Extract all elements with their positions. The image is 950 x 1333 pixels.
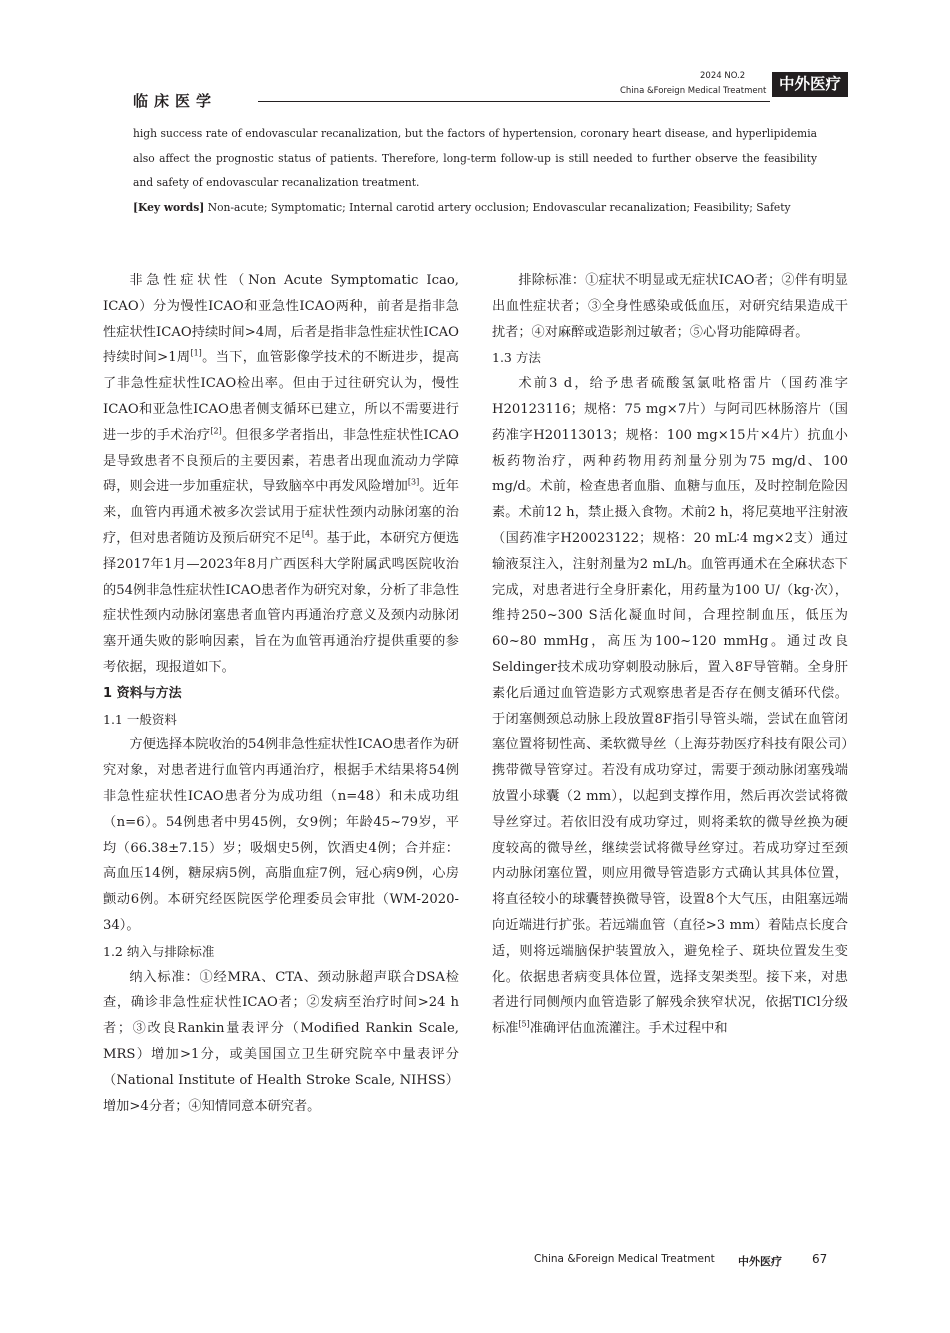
keywords-label: [Key words] [133, 200, 205, 214]
methods-paragraph: 术前3 d，给予患者硫酸氢氯吡格雷片（国药准字H20123116；规格：75 mg×7片）与阿司匹林肠溶片（国药准字H20113013；规格：100 mg×15片×4片）抗血小板药物治疗，两种药物用药剂量分别为75 mg/d、100 mg/d。术前，检查患者血脂、血糖与血压，及时控制危险因素。术前12 h，禁止摄入食物。术前2 h，将尼莫地平注射液（国药准字H20023122；规格：20 mL∶4 mg×2支）通过输液泵注入，注射剂量为2 mL/h。血管再通术在全麻状态下完成，对患者进行全身肝素化，用药量为100 U/（kg·次），维持250~300 S活化凝血时间，合理控制血压，低压为60~80 mmHg，高压为100~120 mmHg。通过改良Seldinger技术成功穿刺股动脉后，置入8F导管鞘。全身肝素化后通过血管造影方式观察患者是否存在侧支循环代偿。于闭塞侧颈总动脉上段放置8F指引导管头端，尝试在血管闭塞位置将韧性高、柔软微导丝（上海芬勃医疗科技有限公司）携带微导管穿过。若没有成功穿过，需要于颈动脉闭塞残端放置小球囊（2 mm），以起到支撑作用，然后再次尝试将微导丝穿过。若依旧没有成功穿过，则将柔软的微导丝换为硬度较高的微导丝，继续尝试将微导丝穿过。若成功穿过至颈内动脉闭塞位置，则应用微导管造影方式确认其具体位置，将直径较小的球囊替换微导管，设置8个大气压，由阻塞远端向近端进行扩张。若远端血管（直径>3 mm）着陆点长度合适，则将远端脑保护装置放入，避免栓子、斑块位置发生变化。依据患者病变具体位置，选择支架类型。接下来，对患者进行同侧颅内血管造影了解残余狭窄状况，依据TICl分级标准[5]准确评估血流灌注。手术过程中和 [492, 376, 848, 1037]
section-heading-1: 1 资料与方法 [103, 685, 182, 701]
citation-2: [2] [210, 426, 222, 436]
keywords-text: Non-acute; Symptomatic; Internal carotid artery occlusion; Endovascular recanalization; Feasibility; Safety [204, 200, 791, 214]
journal-logo: 中外医疗 [772, 72, 848, 97]
subsection-heading-1-1: 1.1 一般资料 [103, 711, 177, 727]
right-column [492, 268, 848, 1042]
subsection-heading-1-3: 1.3 方法 [492, 350, 541, 366]
footer-journal-name: China &Foreign Medical Treatment [534, 1253, 715, 1265]
issue-number: 2024 NO.2 [700, 71, 746, 81]
citation-1: [1] [190, 349, 202, 358]
citation-3: [3] [407, 477, 420, 487]
abstract-continuation [133, 122, 817, 220]
section-label: 临床医学 [133, 92, 218, 110]
citation-4: [4] [301, 529, 314, 539]
subsection-heading-1-2: 1.2 纳入与排除标准 [103, 943, 215, 959]
keywords-line [133, 196, 817, 221]
abstract-text: high success rate of endovascular recanalization, but the factors of hypertension, coronary heart disease, and hyperlipidemia also affect the prognostic status of patients. Therefore, long-term follow-up is still needed to further observe the feasibility and safety of endovascular recanalization treatment. [133, 127, 817, 189]
general-data-paragraph: 方便选择本院收治的54例非急性症状性ICAO患者作为研究对象，对患者进行血管内再通治疗，根据手术结果将54例非急性症状性ICAO患者分为成功组（n=48）和未成功组（n=6）。54例患者中男45例，女9例；年龄45~79岁，平均（66.38±7.15）岁；吸烟史5例，饮酒史4例；合并症：高血压14例，糖尿病5例，高脂血症7例，冠心病9例，心房颤动6例。本研究经医院医学伦理委员会审批（WM-2020-34）。 [103, 737, 459, 933]
header-journal-name: China &Foreign Medical Treatment [620, 86, 767, 96]
footer-journal-cn: 中外医疗 [738, 1255, 782, 1268]
inclusion-criteria: 纳入标准：①经MRA、CTA、颈动脉超声联合DSA检查，确诊非急性症状性ICAO者；②发病至治疗时间>24 h者；③改良Rankin量表评分（Modified Rankin Scale, MRS）增加>1分，或美国国立卫生研究院卒中量表评分（National Institute of Health Stroke Scale, NIHSS）增加>4分者；④知情同意本研究者。 [103, 969, 459, 1114]
exclusion-criteria: 排除标准：①症状不明显或无症状ICAO者；②伴有明显出血性症状者；③全身性感染或低血压，对研究结果造成干扰者；④对麻醉或造影剂过敏者；⑤心肾功能障碍者。 [492, 273, 848, 340]
intro-paragraph: 非急性症状性（Non Acute Symptomatic Icao, ICAO）分为慢性ICAO和亚急性ICAO两种，前者是指非急性症状性ICAO持续时间>4周，后者是指非急性症状性ICAO持续时间>1周[1]。当下，血管影像学技术的不断进步，提高了非急性症状性ICAO检出率。但由于过往研究认为，慢性ICAO和亚急性ICAO患者侧支循环已建立，所以不需要进行进一步的手术治疗[2]。但很多学者指出，非急性症状性ICAO是导致患者不良预后的主要因素，若患者出现血流动力学障碍，则会进一步加重症状，导致脑卒中再发风险增加[3]。近年来，血管内再通术被多次尝试用于症状性颈内动脉闭塞的治疗，但对患者随访及预后研究不足[4]。基于此，本研究方便选择2017年1月—2023年8月广西医科大学附属武鸣医院收治的54例非急性症状性ICAO患者作为研究对象，分析了非急性症状性颈内动脉闭塞患者血管内再通治疗意义及颈内动脉闭塞开通失败的影响因素，旨在为血管再通治疗提供重要的参考依据，现报道如下。 [103, 273, 460, 675]
citation-5: [5] [518, 1019, 530, 1029]
header-rule [258, 101, 770, 102]
left-column [103, 268, 459, 1119]
page-number: 67 [812, 1252, 828, 1266]
